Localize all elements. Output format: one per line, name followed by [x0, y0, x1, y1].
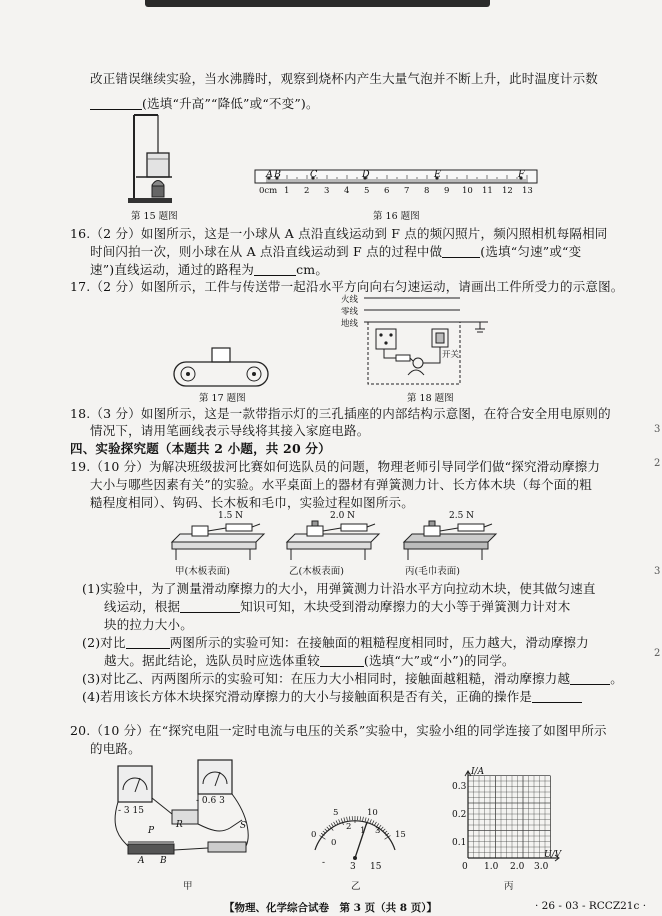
- fig19-jia-caption: 甲(木板表面): [175, 566, 230, 577]
- ruler-point-A: A: [266, 169, 273, 180]
- dial-tick: [325, 829, 328, 832]
- ruler-number: 3: [324, 186, 330, 196]
- q18-line: 情况下，请用笔画线表示导线将其接入家庭电路。: [90, 423, 370, 438]
- dial-tick: [344, 818, 345, 822]
- q19-line: 大小与哪些因素有关”的实验。水平桌面上的器材有弹簧测力计、长方体木块（每个面的粗: [90, 477, 592, 492]
- dial-tick: [381, 827, 384, 830]
- dial-tick: [341, 818, 343, 825]
- graph-y-axis-label: I/A: [471, 767, 485, 777]
- meter-terminal: -: [322, 858, 326, 868]
- fig20-jia-caption: 甲: [183, 881, 193, 892]
- dial-tick: [374, 822, 376, 825]
- dial-label: 10: [367, 808, 378, 818]
- q19-part2: (2)对比 两图所示的实验可知：在接触面的粗糙程度相同时，压力越大，滑动摩擦力: [82, 635, 589, 650]
- edge-mark: 3: [654, 424, 661, 435]
- q16-line: 时间闪拍一次，则小球在从 A 点沿直线运动到 F 点的过程中做 (选填“匀速”或“变: [90, 244, 582, 259]
- graph-x-tick: 3.0: [534, 862, 549, 872]
- dial-tick: [327, 827, 330, 830]
- section-heading: 四、实验探究题（本题共 2 小题，共 20 分）: [70, 441, 331, 456]
- dial-label: 3: [375, 826, 381, 836]
- edge-mark: 2: [654, 648, 661, 659]
- switch-label: 开关: [442, 350, 460, 360]
- meter-terminal: 3: [350, 862, 356, 872]
- fig20-voltmeter-dial: [305, 806, 405, 866]
- ruler-number: 6: [384, 186, 390, 196]
- page-top-edge: [145, 0, 490, 7]
- ruler-number: 12: [502, 186, 513, 196]
- fig19-friction-setups: [170, 520, 500, 562]
- dial-tick: [365, 818, 366, 822]
- graph-x-tick: 2.0: [510, 862, 525, 872]
- q19-part4: (4)若用该长方体木块探究滑动摩擦力的大小与接触面积是否有关，正确的操作是: [82, 689, 582, 705]
- ruler-number: 1: [284, 186, 290, 196]
- dial-tick: [370, 819, 372, 823]
- graph-x-tick: 1.0: [484, 862, 499, 872]
- dial-label: 0: [331, 838, 337, 848]
- ammeter-terminals: - 0.6 3: [196, 796, 225, 806]
- slider-label-p: P: [148, 826, 155, 836]
- q17-line: 17.（2 分）如图所示，工件与传送带一起沿水平方向向右匀速运动，请画出工件所受力的示意图。: [70, 279, 624, 294]
- ruler-number: 11: [482, 186, 493, 196]
- edge-mark: 3: [654, 566, 661, 577]
- dial-label: 0: [311, 830, 317, 840]
- ruler-number: 2: [304, 186, 310, 196]
- fig15-caption: 第 15 题图: [131, 211, 178, 222]
- force-reading-bing: 2.5 N: [449, 511, 475, 521]
- ruler-point-F: F: [518, 169, 525, 180]
- dial-label: 1: [360, 826, 366, 836]
- fig20-bing-caption: 丙: [504, 881, 514, 892]
- fig17-conveyor-belt: [176, 348, 266, 388]
- neutral-wire-label: 零线: [341, 307, 359, 317]
- graph-x-tick: 0: [462, 862, 468, 872]
- fig20-circuit: [110, 758, 270, 876]
- ruler-number: 10: [462, 186, 473, 196]
- footer-title: 【物理、化学综合试卷 第 3 页（共 8 页）】: [224, 902, 437, 914]
- dial-label: 2: [346, 822, 352, 832]
- q16-line: 速”)直线运动，通过的路程为 cm。: [90, 262, 329, 277]
- fig16-ruler: [255, 170, 537, 200]
- graph-y-tick: 0.1: [452, 838, 467, 848]
- ruler-number: 8: [424, 186, 430, 196]
- fig17-caption: 第 17 题图: [199, 393, 246, 404]
- ruler-point-B: B: [274, 169, 281, 180]
- dial-tick: [339, 819, 341, 823]
- dial-tick: [360, 816, 361, 820]
- dial-tick: [372, 821, 374, 825]
- q19-part3: (3)对比乙、丙两图所示的实验可知：在压力大小相同时，接触面越粗糙，滑动摩擦力越 。: [82, 671, 623, 686]
- dial-tick: [334, 822, 336, 825]
- q18-line: 18.（3 分）如图所示，这是一款带指示灯的三孔插座的内部结构示意图，在符合安全用电原则的: [70, 406, 611, 421]
- force-reading-jia: 1.5 N: [218, 511, 244, 521]
- fig19-bing-caption: 丙(毛巾表面): [405, 566, 460, 577]
- ruler-number: 13: [522, 186, 533, 196]
- ruler-point-D: D: [362, 169, 370, 180]
- meter-terminal: 15: [370, 862, 382, 872]
- graph-y-tick: 0.3: [452, 782, 467, 792]
- fig18-socket-diagram: [360, 295, 490, 387]
- ruler-number: 7: [404, 186, 410, 196]
- resistor-label-r: R: [176, 820, 183, 830]
- q19-part1: 块的拉力大小。: [104, 617, 193, 632]
- dial-label: 5: [333, 808, 339, 818]
- dial-tick: [349, 816, 350, 820]
- dial-tick: [347, 817, 348, 821]
- dial-tick: [336, 821, 338, 825]
- edge-mark: 2: [654, 458, 661, 469]
- terminal-label-b: B: [160, 856, 167, 866]
- q20-line: 20.（10 分）在“探究电阻一定时电流与电压的关系”实验中，实验小组的同学连接了如图甲所示: [70, 723, 607, 738]
- fire-wire-label: 火线: [341, 295, 359, 305]
- q16-line: 16.（2 分）如图所示，这是一小球从 A 点沿直线运动到 F 点的频闪照片，频闪照相机每隔相同: [70, 226, 608, 241]
- dial-tick: [331, 823, 333, 826]
- ground-wire-label: 地线: [341, 319, 359, 329]
- text-line: (选填“升高”“降低”或“不变”)。: [90, 96, 319, 112]
- voltmeter-terminals: - 3 15: [118, 806, 144, 816]
- terminal-label-a: A: [138, 856, 145, 866]
- ruler-number: 9: [444, 186, 450, 196]
- dial-label: 15: [395, 830, 406, 840]
- graph-y-tick: 0.2: [452, 810, 467, 820]
- q19-part1: 线运动，根据 知识可知，木块受到滑动摩擦力的大小等于弹簧测力计对木: [104, 599, 571, 614]
- text-line: 改正错误继续实验，当水沸腾时，观察到烧杯内产生大量气泡并不断上升，此时温度计示数: [90, 71, 599, 86]
- fig19-yi-caption: 乙(木板表面): [289, 566, 344, 577]
- q19-part1: (1)实验中，为了测量滑动摩擦力的大小，用弹簧测力计沿水平方向拉动木块，使其做匀速直: [82, 581, 596, 596]
- force-reading-yi: 2.0 N: [330, 511, 356, 521]
- footer-code: · 26 - 03 - RCCZ21c ·: [535, 900, 647, 912]
- q19-line: 糙程度相同）、钩码、长木板和毛巾，实验过程如图所示。: [90, 495, 414, 510]
- switch-label-s: S: [240, 821, 247, 831]
- ruler-number: 0cm: [259, 186, 278, 196]
- ruler-point-E: E: [434, 169, 441, 180]
- q19-part2: 越大。据此结论，选队员时应选体重较 (选填“大”或“小”)的同学。: [104, 653, 515, 668]
- ruler-point-C: C: [310, 169, 318, 180]
- ruler-number: 5: [364, 186, 370, 196]
- graph-x-axis-label: U/V: [544, 850, 562, 860]
- dial-tick: [382, 829, 385, 832]
- fig18-caption: 第 18 题图: [407, 393, 454, 404]
- fig16-caption: 第 16 题图: [373, 211, 420, 222]
- q20-line: 的电路。: [90, 741, 141, 756]
- dial-tick: [363, 817, 364, 821]
- fig15-boiling-apparatus: [128, 113, 172, 205]
- fig20-yi-caption: 乙: [351, 881, 361, 892]
- q19-line: 19.（10 分）为解决班级拔河比赛如何选队员的问题，物理老师引导同学们做“探究滑动摩擦力: [70, 459, 601, 474]
- ruler-number: 4: [344, 186, 350, 196]
